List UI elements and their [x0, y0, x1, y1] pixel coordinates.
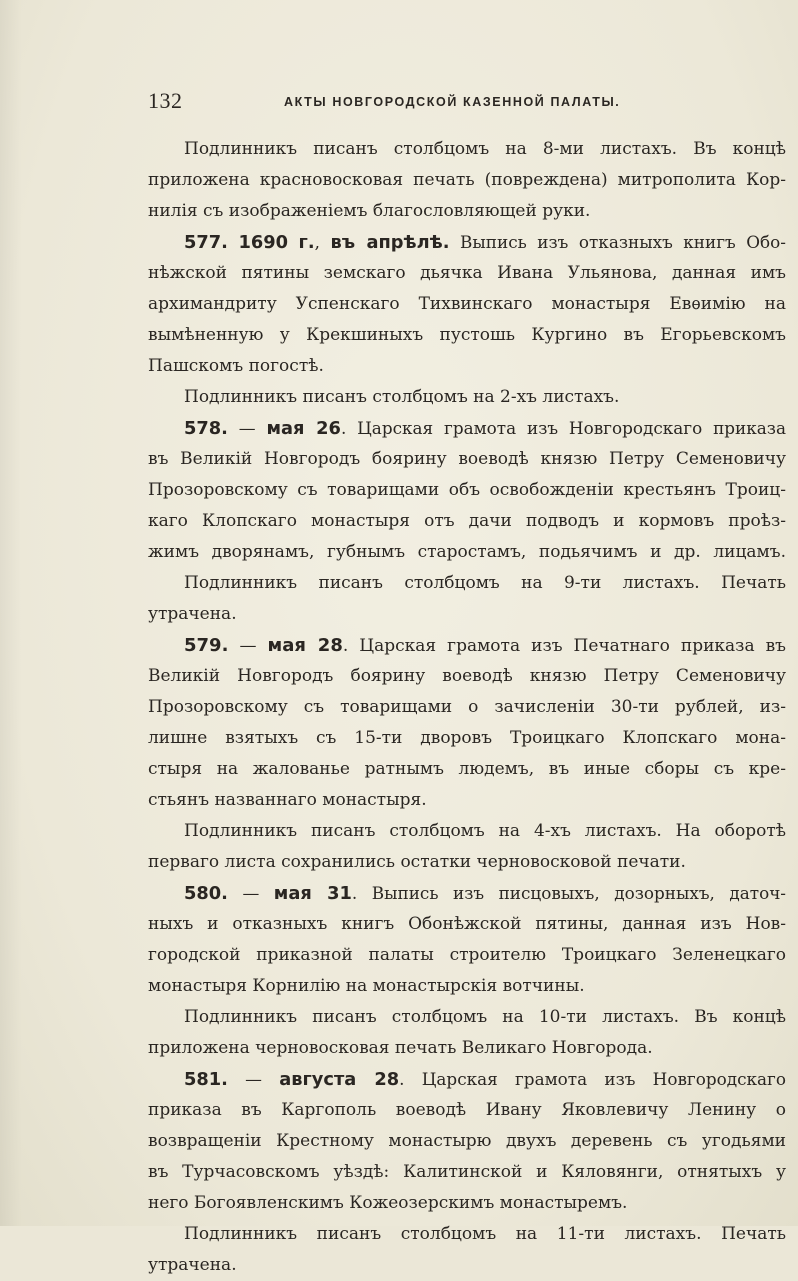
text-run: — — [227, 1069, 280, 1089]
running-title: АКТЫ НОВГОРОДСКОЙ КАЗЕННОЙ ПАЛАТЫ. — [284, 95, 621, 109]
text-run: , — [314, 232, 331, 252]
text-run: Подлинникъ писанъ столбцомъ на 9-ти листахъ. Печать — [184, 573, 786, 593]
text-line — [148, 1033, 786, 1064]
text-line — [148, 289, 786, 320]
text-line — [148, 413, 786, 444]
text-line — [148, 909, 786, 940]
text-run: приказа въ Каргополь воеводѣ Ивану Яковлевичу Ленину о — [148, 1100, 786, 1120]
text-line — [148, 878, 786, 909]
text-line — [148, 1219, 786, 1250]
text-run: — — [227, 418, 267, 438]
text-run: Подлинникъ писанъ столбцомъ на 11-ти листахъ. Печать — [184, 1224, 786, 1244]
text-line — [148, 847, 786, 878]
text-run: въ Великій Новгородъ боярину воеводѣ князю Петру Семеновичу — [148, 449, 786, 469]
text-run: въ Турчасовскомъ уѣздѣ: Калитинской и Кяловянги, отнятыхъ у — [148, 1162, 786, 1182]
text-line — [148, 754, 786, 785]
text-run: монастыря Корнилію на монастырскія вотчины. — [148, 976, 585, 996]
text-run: приложена красновосковая печать (повреждена) митрополита Кор- — [148, 170, 786, 190]
text-line — [148, 320, 786, 351]
text-line — [148, 351, 786, 382]
text-run: стыря на жалованье ратнымъ людемъ, въ иные сборы съ кре- — [148, 759, 786, 779]
text-line — [148, 475, 786, 506]
text-run: — — [227, 883, 274, 903]
text-line — [148, 1188, 786, 1219]
text-line — [148, 1095, 786, 1126]
text-run: стьянъ названнаго монастыря. — [148, 790, 427, 810]
text-run — [288, 232, 299, 252]
text-run: Пашскомъ погостѣ. — [148, 356, 324, 376]
text-run: . Царская грамота изъ Новгородскаго приказа — [340, 418, 786, 438]
entry-date: мая 28 — [267, 635, 343, 656]
text-run: . Царская грамота изъ Печатнаго приказа въ — [342, 636, 786, 656]
body-text — [148, 134, 786, 1281]
text-run: Выпись изъ отказныхъ книгъ Обо- — [449, 232, 786, 252]
text-line — [148, 258, 786, 289]
text-run: лишне взятыхъ съ 15-ти дворовъ Троицкаго Клопскаго мона- — [148, 728, 786, 748]
entry-number: 580. — [184, 883, 228, 904]
text-run: утрачена. — [148, 604, 237, 624]
text-run: . Выпись изъ писцовыхъ, дозорныхъ, даточ- — [351, 883, 786, 903]
text-run: . Царская грамота изъ Новгородскаго — [399, 1069, 786, 1089]
entry-number: 581. — [184, 1069, 228, 1090]
text-run: перваго листа сохранились остатки черновосковой печати. — [148, 852, 686, 872]
text-line — [148, 1157, 786, 1188]
text-line — [148, 723, 786, 754]
text-run: жимъ дворянамъ, губнымъ старостамъ, подьячимъ и др. лицамъ. — [148, 542, 786, 562]
text-run: Подлинникъ писанъ столбцомъ на 4-хъ листахъ. На оборотѣ — [184, 821, 786, 841]
entry-date: мая 31 — [273, 883, 352, 904]
entry-number: 577. — [184, 232, 228, 253]
text-run: архимандриту Успенскаго Тихвинскаго монастыря Евѳимію на — [148, 294, 786, 314]
text-run: приложена черновосковая печать Великаго Новгорода. — [148, 1038, 653, 1058]
text-line — [148, 630, 786, 661]
entry-year: 1690 — [238, 232, 288, 253]
text-run: Подлинникъ писанъ столбцомъ на 2-хъ листахъ. — [184, 387, 620, 407]
text-line — [148, 661, 786, 692]
text-line — [148, 196, 786, 227]
entry-date: въ апрѣлѣ. — [330, 232, 450, 253]
text-line — [148, 382, 786, 413]
text-run: городской приказной палаты строителю Троицкаго Зеленецкаго — [148, 945, 786, 965]
text-run: возвращеніи Крестному монастырю двухъ деревень съ угодьями — [148, 1131, 786, 1151]
text-run: нилія съ изображеніемъ благословляющей руки. — [148, 201, 591, 221]
text-line — [148, 1064, 786, 1095]
text-run: него Богоявленскимъ Кожеозерскимъ монастыремъ. — [148, 1193, 628, 1213]
entry-number: 579. — [184, 635, 229, 656]
text-line — [148, 599, 786, 630]
text-line — [148, 1002, 786, 1033]
text-line — [148, 444, 786, 475]
entry-date: мая 26 — [266, 418, 341, 439]
text-run: Подлинникъ писанъ столбцомъ на 8-ми листахъ. Въ концѣ — [184, 139, 786, 159]
page-header — [148, 88, 758, 118]
text-line — [148, 1250, 786, 1281]
text-line — [148, 165, 786, 196]
text-run: вымѣненную у Крекшиныхъ пустошь Кургино въ Егорьевскомъ — [148, 325, 786, 345]
entry-date: августа 28 — [279, 1069, 400, 1090]
text-run: каго Клопскаго монастыря отъ дачи подводъ и кормовъ проѣз- — [148, 511, 786, 531]
text-line — [148, 506, 786, 537]
text-run: Прозоровскому съ товарищами объ освобожденіи крестьянъ Троиц- — [148, 480, 786, 500]
entry-year: г. — [298, 232, 315, 253]
text-run: Подлинникъ писанъ столбцомъ на 10-ти листахъ. Въ концѣ — [184, 1007, 786, 1027]
text-run: — — [228, 636, 268, 656]
text-line — [148, 785, 786, 816]
text-line — [148, 537, 786, 568]
text-run — [228, 232, 239, 252]
text-line — [148, 816, 786, 847]
text-line — [148, 227, 786, 258]
text-line — [148, 692, 786, 723]
text-run: Великій Новгородъ боярину воеводѣ князю Петру Семеновичу — [148, 666, 786, 686]
text-run: утрачена. — [148, 1255, 237, 1275]
text-line — [148, 568, 786, 599]
text-run: нѣжской пятины земскаго дьячка Ивана Ульянова, данная имъ — [148, 263, 786, 283]
entry-number: 578. — [184, 418, 228, 439]
text-line — [148, 134, 786, 165]
text-line — [148, 971, 786, 1002]
page-number: 132 — [148, 88, 183, 113]
text-run: Прозоровскому съ товарищами о зачисленіи 30-ти рублей, из- — [148, 697, 786, 717]
text-line — [148, 1126, 786, 1157]
text-run: ныхъ и отказныхъ книгъ Обонѣжской пятины, данная изъ Нов- — [148, 914, 786, 934]
text-line — [148, 940, 786, 971]
